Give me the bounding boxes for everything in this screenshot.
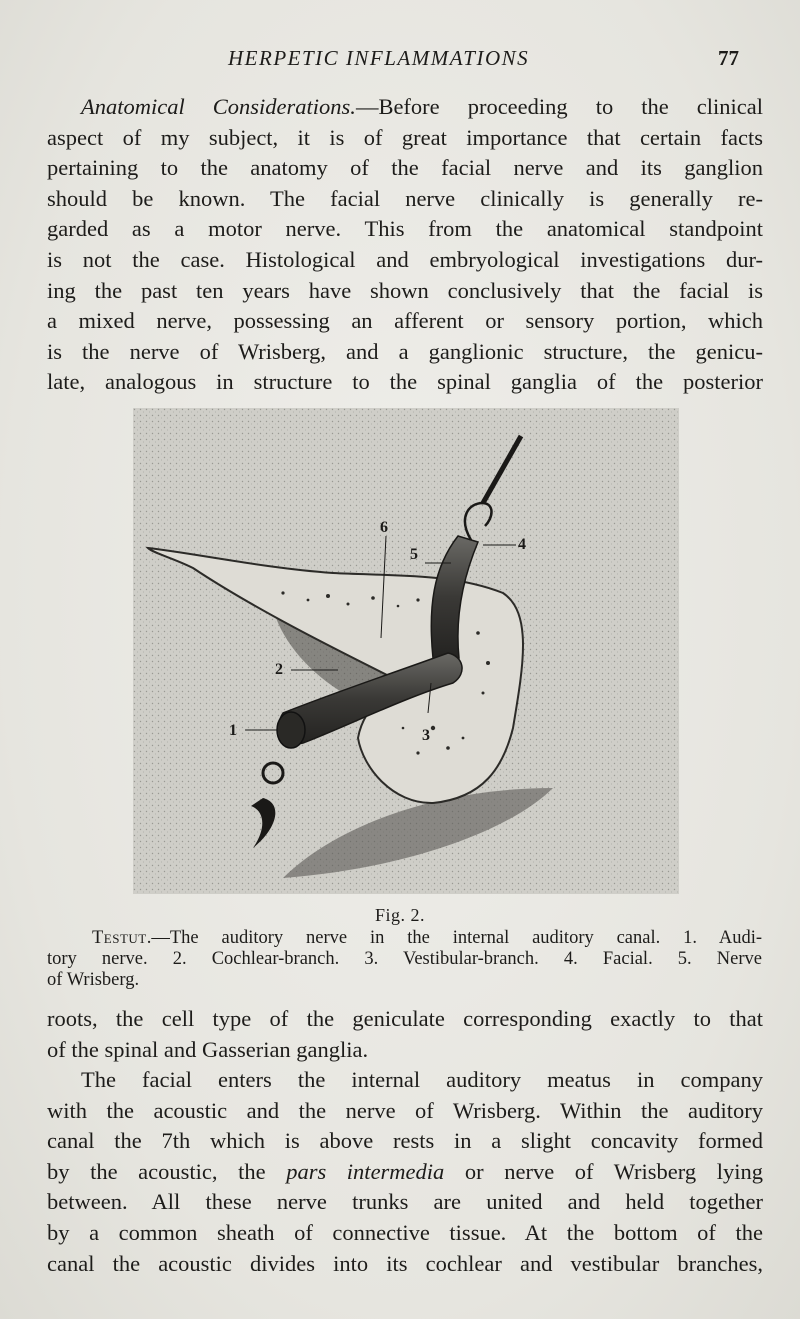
text-line: is the nerve of Wrisberg, and a ganglionic structure, the genicu- [47,338,763,364]
figure-label-3: 3 [422,727,430,744]
text-line: Anatomical Considerations.—Before proceeding to the clinical [81,94,764,119]
text-line: canal the 7th which is above rests in a slight concavity formed [47,1128,763,1154]
caption-line: of Wrisberg. [47,970,140,990]
text-line: by the acoustic, the pars intermedia or nerve of Wrisberg lying [47,1158,763,1184]
paragraph-geniculate [47,1004,763,1065]
section-heading: Anatomical Considerations. [81,94,356,119]
text-line: garded as a motor nerve. This from the anatomical standpoint [47,216,763,242]
text-line: of the spinal and Gasserian ganglia. [47,1036,369,1062]
text-line: is not the case. Histological and embryological investigations dur- [47,246,763,272]
text-line: with the acoustic and the nerve of Wrisberg. Within the auditory [47,1097,763,1123]
text-line: canal the acoustic divides into its cochlear and vestibular branches, [47,1250,763,1276]
text-line: pertaining to the anatomy of the facial nerve and its ganglion [47,155,763,181]
text-line: roots, the cell type of the geniculate corresponding exactly to that [47,1006,763,1031]
text-line: between. All these nerve trunks are united and held together [47,1189,763,1215]
figure-label-2: 2 [275,661,283,678]
figure-caption [47,928,762,991]
text-line: aspect of my subject, it is of great importance that certain facts [47,124,763,150]
paragraph-facial-enters [47,1065,763,1279]
illustration-svg [133,408,679,894]
figure-label-4: 4 [518,536,526,553]
figure-label-6: 6 [380,519,388,536]
caption-line: tory nerve. 2. Cochlear-branch. 3. Vestibular-branch. 4. Facial. 5. Nerve [47,949,762,969]
text-line: ing the past ten years have shown conclusively that the facial is [47,277,763,303]
text-line: late, analogous in structure to the spinal ganglia of the posterior [47,369,763,395]
text-line: The facial enters the internal auditory meatus in company [81,1067,763,1092]
text-line: should be known. The facial nerve clinically is generally re- [47,185,763,211]
nerve-cut-end [277,712,305,748]
figure-label-1: 1 [229,722,237,739]
page-number: 77 [718,46,739,70]
caption-line: Testut.—The auditory nerve in the internal auditory canal. 1. Audi- [92,928,762,948]
caption-author: Testut [92,928,147,948]
figure-label-5: 5 [410,546,418,563]
running-title: HERPETIC INFLAMMATIONS [228,46,530,70]
anatomical-illustration [133,408,679,894]
text-line: a mixed nerve, possessing an afferent or sensory portion, which [47,308,763,334]
running-head [0,46,800,76]
figure-number: Fig. 2. [374,905,425,925]
text-line: by a common sheath of connective tissue. At the bottom of the [47,1219,763,1245]
paragraph-anatomical-considerations [47,92,763,398]
latin-term: pars intermedia [286,1158,445,1184]
